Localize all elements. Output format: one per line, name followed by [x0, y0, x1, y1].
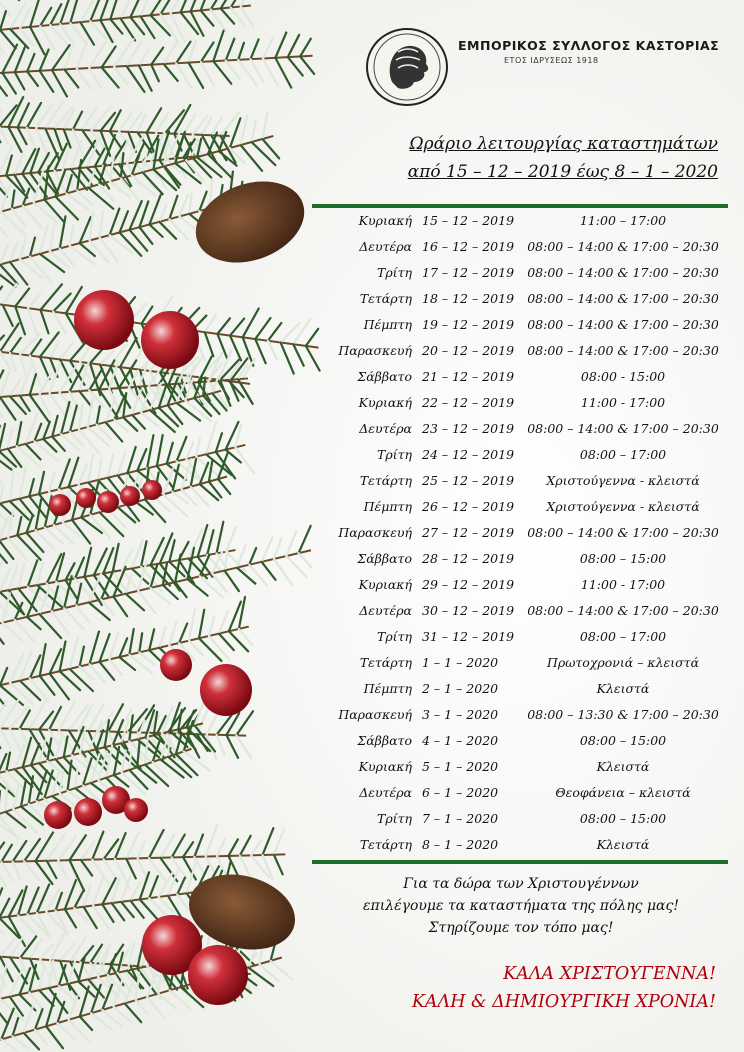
day-cell: Δευτέρα [359, 603, 412, 618]
date-cell: 22 – 12 – 2019 [422, 395, 515, 410]
date-cell: 7 – 1 – 2020 [422, 811, 499, 826]
hours-cell: Κλειστά [596, 837, 650, 852]
day-cell: Κυριακή [358, 759, 412, 774]
date-cell: 4 – 1 – 2020 [422, 733, 499, 748]
schedule-row [312, 598, 728, 624]
schedule-row [312, 260, 728, 286]
page-title: Ωράριο λειτουργίας καταστημάτων [409, 134, 718, 154]
schedule-row [312, 338, 728, 364]
bottom-divider [312, 860, 728, 864]
hours-cell: 08:00 – 14:00 & 17:00 – 20:30 [527, 239, 719, 254]
hours-cell: Χριστούγεννα - κλειστά [546, 473, 700, 488]
date-cell: 31 – 12 – 2019 [422, 629, 515, 644]
organization-name: ΕΜΠΟΡΙΚΟΣ ΣΥΛΛΟΓΟΣ ΚΑΣΤΟΡΙΑΣ [458, 38, 720, 53]
hours-cell: Κλειστά [596, 681, 650, 696]
schedule-row [312, 806, 728, 832]
day-cell: Παρασκευή [338, 707, 412, 722]
schedule-row [312, 234, 728, 260]
date-cell: 26 – 12 – 2019 [422, 499, 515, 514]
schedule-row [312, 780, 728, 806]
message-line-3: Στηρίζουμε τον τόπο μας! [428, 920, 614, 936]
day-cell: Σάββατο [357, 733, 412, 748]
date-cell: 23 – 12 – 2019 [422, 421, 515, 436]
day-cell: Τετάρτη [359, 473, 412, 488]
date-cell: 21 – 12 – 2019 [422, 369, 515, 384]
day-cell: Τετάρτη [359, 837, 412, 852]
day-cell: Πέμπτη [363, 499, 412, 514]
hours-cell: 08:00 – 17:00 [579, 629, 667, 644]
day-cell: Πέμπτη [363, 317, 412, 332]
schedule-row [312, 520, 728, 546]
organization-header [366, 28, 726, 108]
date-cell: 19 – 12 – 2019 [422, 317, 515, 332]
date-cell: 27 – 12 – 2019 [422, 525, 515, 540]
day-cell: Παρασκευή [338, 525, 412, 540]
day-cell: Κυριακή [358, 213, 412, 228]
date-cell: 17 – 12 – 2019 [422, 265, 515, 280]
day-cell: Πέμπτη [363, 681, 412, 696]
schedule-table [312, 208, 728, 858]
date-cell: 29 – 12 – 2019 [422, 577, 515, 592]
schedule-row [312, 312, 728, 338]
hours-cell: 08:00 – 15:00 [579, 733, 667, 748]
date-cell: 25 – 12 – 2019 [422, 473, 515, 488]
day-cell: Δευτέρα [359, 785, 412, 800]
day-cell: Τετάρτη [359, 655, 412, 670]
date-cell: 5 – 1 – 2020 [422, 759, 499, 774]
hours-cell: 11:00 – 17:00 [579, 213, 667, 228]
date-cell: 30 – 12 – 2019 [422, 603, 515, 618]
hours-cell: 08:00 – 14:00 & 17:00 – 20:30 [527, 421, 719, 436]
hours-cell: Κλειστά [596, 759, 650, 774]
schedule-row [312, 832, 728, 858]
hours-cell: 08:00 – 14:00 & 17:00 – 20:30 [527, 525, 719, 540]
date-cell: 1 – 1 – 2020 [422, 655, 499, 670]
hours-cell: 08:00 – 14:00 & 17:00 – 20:30 [527, 343, 719, 358]
greeting-happy-new-year: ΚΑΛΗ & ΔΗΜΙΟΥΡΓΙΚΗ ΧΡΟΝΙΑ! [411, 992, 716, 1012]
schedule-row [312, 624, 728, 650]
schedule-row [312, 286, 728, 312]
schedule-row [312, 416, 728, 442]
day-cell: Κυριακή [358, 395, 412, 410]
hours-cell: 08:00 – 14:00 & 17:00 – 20:30 [527, 603, 719, 618]
date-cell: 3 – 1 – 2020 [422, 707, 499, 722]
hours-cell: 08:00 – 14:00 & 17:00 – 20:30 [527, 265, 719, 280]
message-line-2: επιλέγουμε τα καταστήματα της πόλης μας! [363, 898, 679, 914]
hours-cell: 11:00 - 17:00 [580, 395, 666, 410]
date-cell: 28 – 12 – 2019 [422, 551, 515, 566]
date-cell: 20 – 12 – 2019 [422, 343, 515, 358]
day-cell: Σάββατο [357, 369, 412, 384]
schedule-row [312, 390, 728, 416]
hours-cell: 08:00 – 15:00 [579, 811, 667, 826]
organization-founded: ΕΤΟΣ ΙΔΡΥΣΕΩΣ 1918 [504, 56, 599, 65]
day-cell: Τρίτη [377, 265, 412, 280]
schedule-row [312, 208, 728, 234]
hours-cell: Πρωτοχρονιά – κλειστά [546, 655, 700, 670]
date-cell: 16 – 12 – 2019 [422, 239, 515, 254]
date-cell: 18 – 12 – 2019 [422, 291, 515, 306]
hours-cell: 08:00 – 15:00 [579, 551, 667, 566]
day-cell: Τρίτη [377, 447, 412, 462]
day-cell: Τετάρτη [359, 291, 412, 306]
association-logo-icon [366, 28, 448, 106]
hours-cell: 08:00 – 13:30 & 17:00 – 20:30 [527, 707, 719, 722]
hours-cell: 08:00 - 15:00 [580, 369, 666, 384]
day-cell: Δευτέρα [359, 239, 412, 254]
schedule-row [312, 676, 728, 702]
hours-cell: Χριστούγεννα - κλειστά [546, 499, 700, 514]
schedule-row [312, 650, 728, 676]
date-cell: 6 – 1 – 2020 [422, 785, 499, 800]
schedule-row [312, 754, 728, 780]
hours-cell: 08:00 – 17:00 [579, 447, 667, 462]
schedule-row [312, 442, 728, 468]
greeting-merry-christmas: ΚΑΛΑ ΧΡΙΣΤΟΥΓΕΝΝΑ! [503, 964, 716, 984]
day-cell: Σάββατο [357, 551, 412, 566]
message-line-1: Για τα δώρα των Χριστουγέννων [403, 876, 639, 892]
day-cell: Τρίτη [377, 811, 412, 826]
schedule-row [312, 546, 728, 572]
schedule-row [312, 728, 728, 754]
day-cell: Δευτέρα [359, 421, 412, 436]
hours-cell: 08:00 – 14:00 & 17:00 – 20:30 [527, 291, 719, 306]
hours-cell: Θεοφάνεια – κλειστά [555, 785, 691, 800]
date-cell: 8 – 1 – 2020 [422, 837, 499, 852]
day-cell: Τρίτη [377, 629, 412, 644]
schedule-row [312, 364, 728, 390]
schedule-row [312, 468, 728, 494]
hours-cell: 11:00 - 17:00 [580, 577, 666, 592]
day-cell: Κυριακή [358, 577, 412, 592]
date-cell: 15 – 12 – 2019 [422, 213, 515, 228]
date-cell: 2 – 1 – 2020 [422, 681, 499, 696]
hours-cell: 08:00 – 14:00 & 17:00 – 20:30 [527, 317, 719, 332]
date-range-subtitle: από 15 – 12 – 2019 έως 8 – 1 – 2020 [407, 162, 718, 182]
date-cell: 24 – 12 – 2019 [422, 447, 515, 462]
schedule-row [312, 572, 728, 598]
schedule-row [312, 702, 728, 728]
schedule-row [312, 494, 728, 520]
day-cell: Παρασκευή [338, 343, 412, 358]
